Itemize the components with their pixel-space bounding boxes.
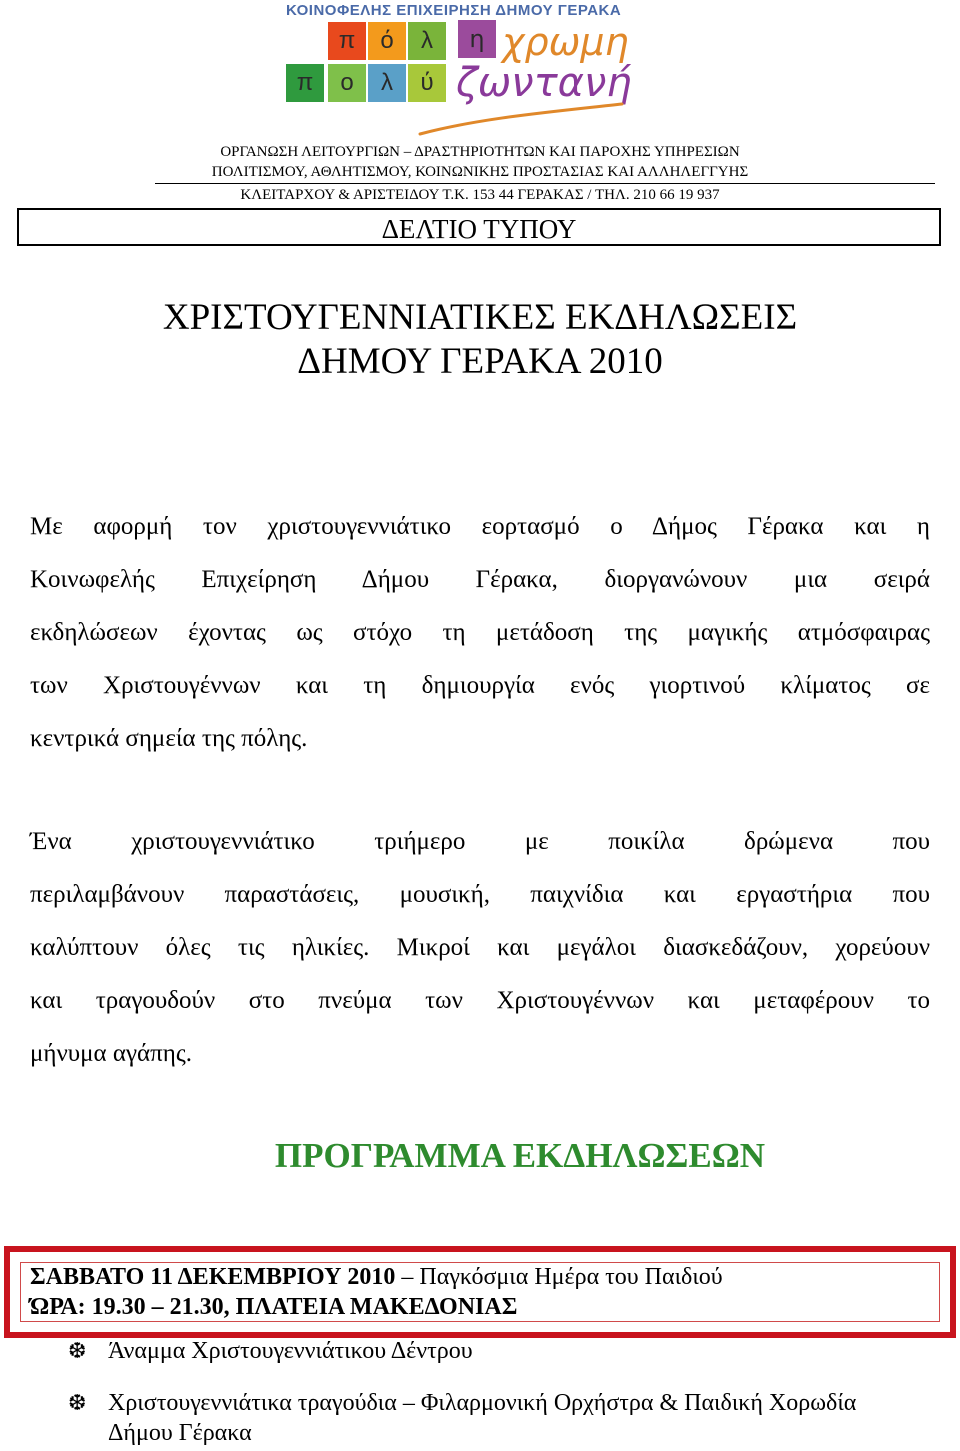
paragraph-line: μήνυμα αγάπης. — [30, 1040, 192, 1067]
logo-tile: λ — [368, 64, 406, 102]
description-paragraph — [30, 815, 930, 1080]
logo-tile: ο — [328, 64, 366, 102]
event-date-line — [30, 1264, 723, 1291]
paragraph-line: Με αφορμή τον χριστουγεννιάτικο εορτασμό ο Δήμος Γέρακα και η — [30, 513, 930, 540]
page-title: ΧΡΙΣΤΟΥΓΕΝΝΙΑΤΙΚΕΣ ΕΚΔΗΛΩΣΕΙΣ — [162, 297, 798, 338]
logo-word1-text: χρωμη — [502, 20, 629, 64]
program-item-text: Άναμμα Χριστουγεννιάτικου Δέντρου — [108, 1338, 473, 1364]
event-separator: – — [395, 1264, 420, 1290]
event-date: ΣΑΒΒΑΤΟ 11 ΔΕΚΕΜΒΡΙΟΥ 2010 — [30, 1264, 396, 1290]
paragraph-line: κεντρικά σημεία της πόλης. — [30, 725, 308, 752]
event-description: Παγκόσμια Ημέρα του Παιδιού — [419, 1264, 723, 1290]
intro-paragraph — [30, 500, 930, 765]
page-title-2: ΔΗΜΟΥ ΓΕΡΑΚΑ 2010 — [297, 341, 663, 382]
logo-word-xromi — [458, 20, 629, 64]
paragraph-line: περιλαμβάνουν παραστάσεις, μουσική, παιχνίδια και εργαστήρια που — [30, 881, 930, 908]
logo-swoosh — [410, 98, 630, 138]
logo-organization-name: ΚΟΙΝΟΦΕΛΗΣ ΕΠΙΧΕΙΡΗΣΗ ΔΗΜΟΥ ΓΕΡΑΚΑ — [286, 2, 622, 19]
header-department-2: ΠΟΛΙΤΙΣΜΟΥ, ΑΘΛΗΤΙΣΜΟΥ, ΚΟΙΝΩΝΙΚΗΣ ΠΡΟΣΤΑΣΙΑΣ ΚΑΙ ΑΛΛΗΛΕΓΓΥΗΣ — [211, 164, 749, 180]
header-address: ΚΛΕΙΤΑΡΧΟΥ & ΑΡΙΣΤΕΙΔΟΥ Τ.Κ. 153 44 ΓΕΡΑΚΑΣ / ΤΗΛ. 210 66 19 937 — [240, 187, 720, 203]
logo-tile: ό — [368, 22, 406, 60]
logo-tile: π — [286, 64, 324, 102]
event-highlight-box — [4, 1246, 956, 1338]
logo-tile: π — [328, 22, 366, 60]
paragraph-line: καλύπτουν όλες τις ηλικίες. Μικροί και μεγάλοι διασκεδάζουν, χορεύουν — [30, 934, 930, 961]
snowflake-icon: ❆ — [68, 1339, 87, 1364]
program-item-text: Χριστουγεννιάτικα τραγούδια – Φιλαρμονική Ορχήστρα & Παιδική Χορωδία — [108, 1390, 857, 1416]
header-divider — [155, 183, 935, 184]
snowflake-icon: ❆ — [68, 1391, 87, 1416]
paragraph-line: Ένα χριστουγεννιάτικο τριήμερο με ποικίλα δρώμενα που — [30, 828, 930, 855]
paragraph-line: των Χριστουγέννων και τη δημιουργία ενός γιορτινού κλίματος σε — [30, 672, 930, 699]
logo-tile: η — [458, 20, 496, 58]
event-time-location: ΏΡΑ: 19.30 – 21.30, ΠΛΑΤΕΙΑ ΜΑΚΕΔΟΝΙΑΣ — [30, 1294, 518, 1320]
logo-tile: ύ — [408, 64, 446, 102]
program-item-continuation: Δήμου Γέρακα — [108, 1420, 252, 1446]
organization-logo — [270, 0, 630, 140]
header-department: ΟΡΓΑΝΩΣΗ ΛΕΙΤΟΥΡΓΙΩΝ – ΔΡΑΣΤΗΡΙΟΤΗΤΩΝ ΚΑΙ ΠΑΡΟΧΗΣ ΥΠΗΡΕΣΙΩΝ — [220, 144, 740, 160]
program-item — [68, 1338, 473, 1365]
program-item — [68, 1390, 856, 1417]
logo-tile: λ — [408, 22, 446, 60]
paragraph-line: Κοινωφελής Επιχείρηση Δήμου Γέρακα, διοργανώνουν μια σειρά — [30, 566, 930, 593]
paragraph-line: εκδηλώσεων έχοντας ως στόχο τη μετάδοση της μαγικής ατμόσφαιρας — [30, 619, 930, 646]
logo-word-zontani: ζωντανή — [456, 60, 632, 106]
press-release-label: ΔΕΛΤΙΟ ΤΥΠΟΥ — [17, 208, 941, 246]
paragraph-line: και τραγουδούν στο πνεύμα των Χριστουγέννων και μεταφέρουν το — [30, 987, 930, 1014]
program-title: ΠΡΟΓΡΑΜΜΑ ΕΚΔΗΛΩΣΕΩΝ — [274, 1136, 766, 1175]
